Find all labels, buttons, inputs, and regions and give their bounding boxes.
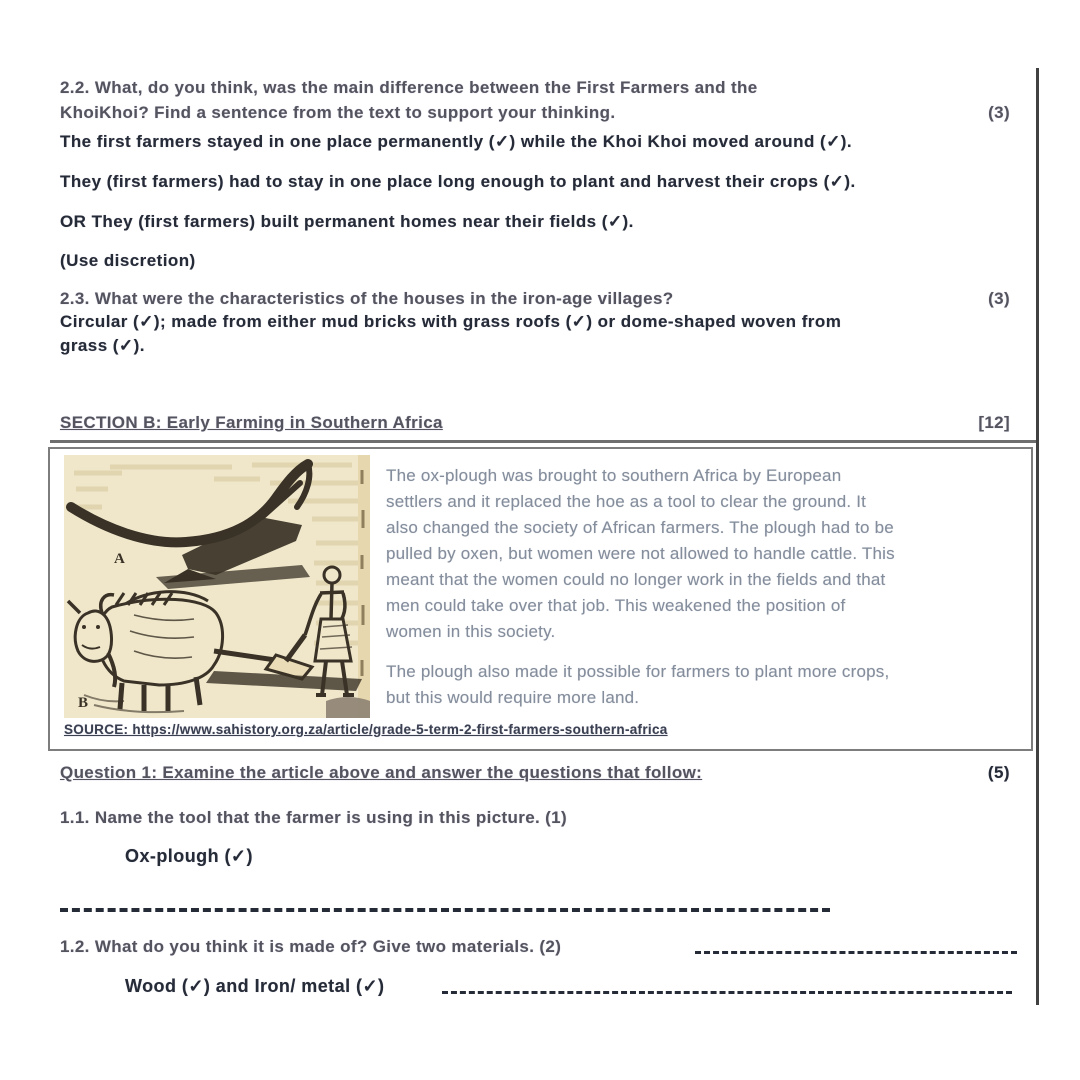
answer-2-3-line-2: grass (✓). <box>60 336 145 355</box>
article-paragraph-2-line-1: The plough also made it possible for farmers to plant more crops, <box>386 662 890 681</box>
article-paragraph-1-line-5: meant that the women could no longer work in the fields and that <box>386 570 886 589</box>
article-paragraph-1-line-6: men could take over that job. This weakened the position of <box>386 596 846 615</box>
ox-plough-illustration <box>64 455 370 718</box>
answer-1-2: Wood (✓) and Iron/ metal (✓) <box>125 976 385 996</box>
section-divider-rule <box>50 440 1039 443</box>
question-1-heading: Question 1: Examine the article above and answer the questions that follow: <box>60 763 703 782</box>
image-label-b: B <box>78 695 89 711</box>
scan-corner-blob <box>326 697 370 718</box>
question-1-1: 1.1. Name the tool that the farmer is using in this picture. (1) <box>60 808 567 827</box>
marks-2-2: (3) <box>988 103 1010 122</box>
scan-edge-strip <box>358 455 370 718</box>
article-paragraph-1-line-2: settlers and it replaced the hoe as a tool to clear the ground. It <box>386 492 867 511</box>
answer-2-2-b: They (first farmers) had to stay in one place long enough to plant and harvest their crops (✓). <box>60 172 856 191</box>
answer-blank-1-2 <box>695 951 1017 954</box>
use-discretion-note: (Use discretion) <box>60 251 196 270</box>
page-right-border <box>1036 68 1039 1005</box>
image-label-a: A <box>114 551 125 567</box>
question-2-2-line-2: KhoiKhoi? Find a sentence from the text to support your thinking. <box>60 103 616 122</box>
article-paragraph-1-line-4: pulled by oxen, but women were not allowed to handle cattle. This <box>386 544 895 563</box>
question-1-2: 1.2. What do you think it is made of? Give two materials. (2) <box>60 937 562 956</box>
question-1-marks: (5) <box>987 763 1010 782</box>
answer-2-3-line-1: Circular (✓); made from either mud bricks with grass roofs (✓) or dome-shaped woven from <box>60 312 842 331</box>
question-2-3: 2.3. What were the characteristics of the houses in the iron-age villages? <box>60 289 674 308</box>
article-paragraph-2-line-2: but this would require more land. <box>386 688 640 707</box>
article-paragraph-1-line-1: The ox-plough was brought to southern Africa by European <box>386 466 842 485</box>
article-paragraph-1-line-3: also changed the society of African farmers. The plough had to be <box>386 518 894 537</box>
section-b-marks: [12] <box>978 413 1010 432</box>
section-b-heading: SECTION B: Early Farming in Southern Africa <box>60 413 443 432</box>
article-source-url: SOURCE: https://www.sahistory.org.za/article/grade-5-term-2-first-farmers-southern-africa <box>64 722 668 737</box>
answer-2-2-a: The first farmers stayed in one place permanently (✓) while the Khoi Khoi moved around (✓). <box>60 132 853 151</box>
article-paragraph-1-line-7: women in this society. <box>386 622 556 641</box>
question-2-2-line-1: 2.2. What, do you think, was the main difference between the First Farmers and the <box>60 78 758 97</box>
answer-2-2-c: OR They (first farmers) built permanent homes near their fields (✓). <box>60 212 634 231</box>
marks-2-3: (3) <box>988 289 1010 308</box>
answer-rule-1 <box>60 908 830 912</box>
answer-blank-1-2-continued <box>442 991 1012 994</box>
answer-1-1: Ox-plough (✓) <box>125 846 253 866</box>
